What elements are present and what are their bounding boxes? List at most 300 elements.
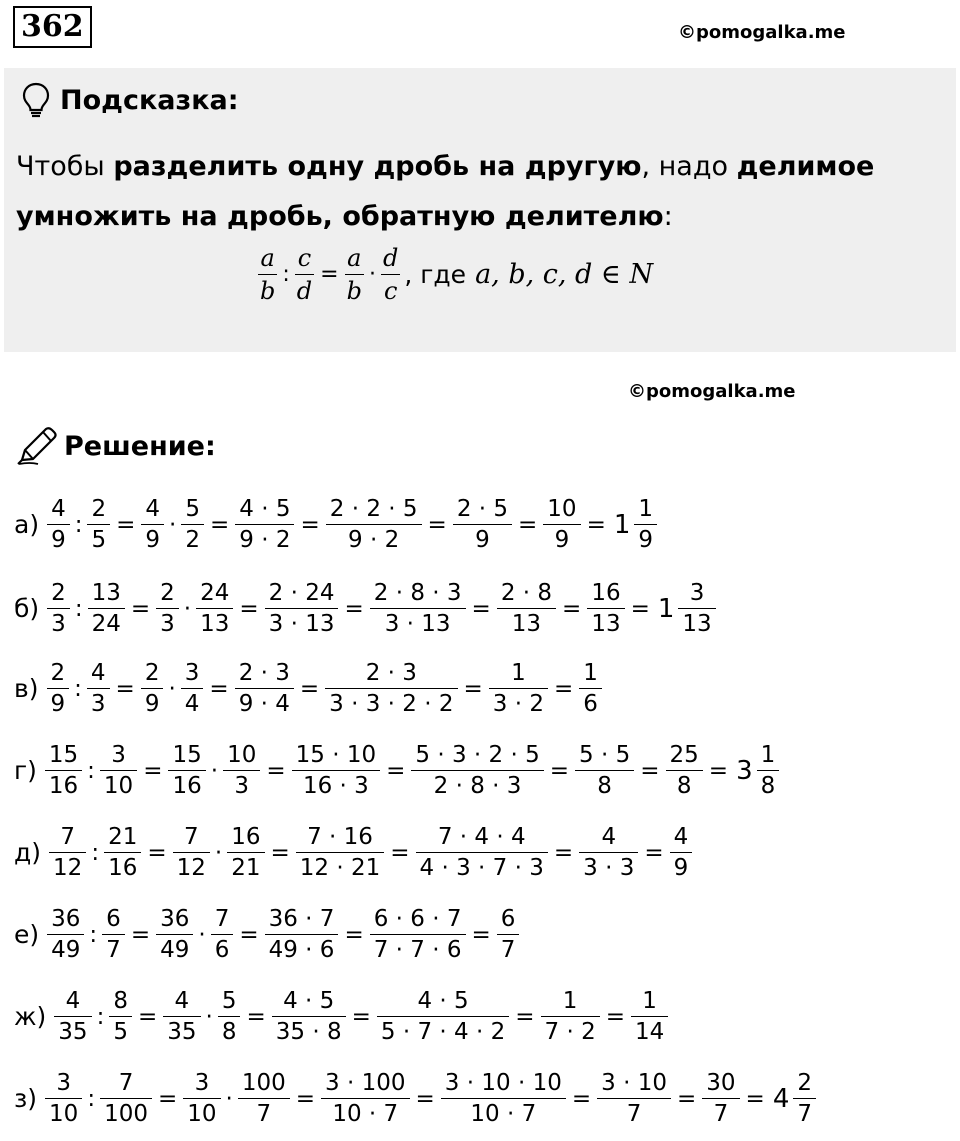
- fraction: [141, 496, 164, 553]
- operator: ·: [205, 1003, 213, 1030]
- fraction: [181, 660, 204, 717]
- fraction: [102, 906, 125, 963]
- denominator: 7: [597, 1098, 671, 1127]
- denominator: 9: [141, 524, 164, 553]
- denominator: 3 · 13: [265, 608, 339, 637]
- operator: =: [571, 1085, 592, 1112]
- fraction: [183, 1070, 220, 1127]
- fraction: [54, 988, 91, 1045]
- solution-row: [14, 742, 781, 799]
- fraction: [211, 906, 234, 963]
- operator: =: [344, 921, 364, 948]
- operator: :: [282, 262, 290, 287]
- denominator: 9: [141, 688, 164, 717]
- operator: =: [246, 1003, 266, 1030]
- task-number: 362: [13, 6, 92, 48]
- denominator: 9 · 2: [326, 524, 422, 553]
- numerator: 4: [601, 824, 617, 850]
- denominator: c: [381, 274, 400, 305]
- hint-formula-suffix: , где: [404, 260, 467, 289]
- numerator: 4: [174, 988, 190, 1014]
- denominator: 49: [156, 934, 193, 963]
- fraction: [100, 1070, 152, 1127]
- denominator: 8: [575, 770, 634, 799]
- operator: ·: [183, 595, 192, 622]
- operator: :: [91, 839, 100, 866]
- fraction: [87, 660, 110, 717]
- numerator: 4: [90, 660, 106, 686]
- fraction: [497, 580, 556, 637]
- fraction: [325, 660, 457, 717]
- hint-text-segment: :: [663, 201, 673, 232]
- numerator: c: [297, 244, 312, 272]
- numerator: 8: [113, 988, 128, 1014]
- numerator: 7 · 16: [307, 824, 373, 850]
- operator: =: [143, 757, 163, 784]
- operator: =: [157, 1085, 178, 1112]
- fraction: [163, 988, 200, 1045]
- operator: =: [386, 757, 406, 784]
- operator: ·: [225, 1085, 233, 1112]
- numerator: 15 · 10: [295, 742, 377, 768]
- denominator: 13: [497, 608, 556, 637]
- operator: =: [644, 839, 664, 866]
- operator: =: [116, 511, 136, 538]
- fraction: [702, 1070, 739, 1127]
- fraction: [377, 988, 509, 1045]
- numerator: 2 · 8: [500, 580, 553, 606]
- fraction: [411, 742, 543, 799]
- fraction: [156, 906, 193, 963]
- operator: ·: [368, 262, 376, 287]
- numerator: 7: [183, 824, 199, 850]
- fraction: [321, 1070, 409, 1127]
- numerator: 3 · 10 · 10: [444, 1070, 562, 1096]
- denominator: 9 · 4: [235, 688, 294, 717]
- denominator: b: [258, 274, 277, 305]
- operator: =: [299, 675, 320, 702]
- operator: =: [351, 1003, 371, 1030]
- denominator: 7 · 2: [541, 1016, 600, 1045]
- numerator: 4: [145, 496, 161, 522]
- denominator: 2: [181, 524, 204, 553]
- fraction: [416, 824, 548, 881]
- denominator: 3 · 3 · 2 · 2: [325, 688, 457, 717]
- denominator: 100: [100, 1098, 152, 1127]
- numerator: d: [382, 244, 399, 272]
- operator: =: [390, 839, 410, 866]
- denominator: 49 · 6: [265, 934, 339, 963]
- numerator: a: [347, 244, 362, 272]
- solution-row: [14, 906, 521, 963]
- operator: =: [471, 921, 491, 948]
- fraction: [168, 742, 205, 799]
- fraction: [88, 580, 125, 637]
- operator: =: [300, 511, 320, 538]
- fraction: [235, 496, 294, 553]
- denominator: 7: [497, 934, 520, 963]
- denominator: 7 · 7 · 6: [370, 934, 466, 963]
- fraction: [579, 824, 638, 881]
- denominator: 35: [54, 1016, 91, 1045]
- numerator: 2: [50, 660, 66, 686]
- denominator: 6: [211, 934, 234, 963]
- denominator: 7: [238, 1098, 290, 1127]
- fraction: [218, 988, 241, 1045]
- fraction: [45, 1070, 82, 1127]
- numerator: 36: [51, 906, 81, 932]
- row-label: г): [14, 756, 37, 785]
- solution-row: [14, 580, 718, 637]
- fraction: [47, 580, 70, 637]
- operator: =: [471, 595, 491, 622]
- numerator: 16: [591, 580, 621, 606]
- fraction: [678, 580, 715, 637]
- operator: =: [553, 839, 574, 866]
- hint-text-segment: делимое умножить на дробь, обратную делителю: [16, 151, 875, 232]
- fraction: [156, 580, 179, 637]
- denominator: 3 · 3: [579, 852, 638, 881]
- fraction: [196, 580, 233, 637]
- fraction: [295, 244, 314, 305]
- denominator: 5 · 7 · 4 · 2: [377, 1016, 509, 1045]
- fraction: [597, 1070, 671, 1127]
- fraction: [631, 988, 668, 1045]
- numerator: 2 · 3: [238, 660, 290, 686]
- operator: :: [96, 1003, 105, 1030]
- fraction: [670, 824, 693, 881]
- denominator: 3: [47, 608, 70, 637]
- operator: =: [115, 675, 135, 702]
- denominator: 7: [702, 1098, 739, 1127]
- numerator: 3 · 10: [601, 1070, 667, 1096]
- operator: ·: [168, 675, 176, 702]
- hint-text-segment: , надо: [641, 151, 737, 182]
- operator: =: [295, 1085, 316, 1112]
- fraction: [587, 580, 624, 637]
- numerator: 100: [241, 1070, 286, 1096]
- denominator: 21: [227, 852, 264, 881]
- numerator: 4 · 5: [283, 988, 335, 1014]
- hint-box: [4, 68, 956, 352]
- denominator: 3 · 13: [370, 608, 466, 637]
- fraction: [173, 824, 210, 881]
- denominator: 12: [49, 852, 86, 881]
- numerator: 36: [160, 906, 190, 932]
- operator: :: [74, 511, 83, 538]
- denominator: 9: [47, 524, 70, 553]
- hint-formula-main: [256, 244, 402, 305]
- fraction: [87, 496, 110, 553]
- denominator: 9: [543, 524, 580, 553]
- hint-formula-vars: a, b, c, d ∈ N: [475, 259, 654, 290]
- operator: =: [605, 1003, 625, 1030]
- fraction: [543, 496, 580, 553]
- operator: =: [239, 595, 259, 622]
- numerator: 16: [231, 824, 261, 850]
- row-label: д): [14, 838, 42, 867]
- fraction: [666, 742, 703, 799]
- denominator: 14: [631, 1016, 668, 1045]
- pencil-icon: [16, 426, 58, 466]
- solution-row: [14, 824, 694, 881]
- fraction: [258, 244, 277, 305]
- fraction: [579, 660, 602, 717]
- fraction: [49, 824, 86, 881]
- fraction: [453, 496, 512, 553]
- solution-row: [14, 988, 670, 1045]
- fraction: [345, 244, 364, 305]
- numerator: 1: [760, 742, 776, 768]
- fraction: [292, 742, 380, 799]
- hint-formula: [256, 244, 653, 305]
- denominator: 10: [45, 1098, 82, 1127]
- operator: =: [549, 757, 570, 784]
- row-label: е): [14, 920, 40, 949]
- denominator: 10: [100, 770, 137, 799]
- fraction: [104, 824, 141, 881]
- whole-part: 1: [613, 509, 631, 540]
- denominator: 3: [156, 608, 179, 637]
- numerator: 4 · 5: [417, 988, 469, 1014]
- operator: =: [209, 675, 229, 702]
- operator: ·: [210, 757, 219, 784]
- numerator: 3: [56, 1070, 71, 1096]
- denominator: 35 · 8: [272, 1016, 346, 1045]
- numerator: 15: [48, 742, 79, 768]
- denominator: 16: [168, 770, 205, 799]
- operator: ·: [198, 921, 206, 948]
- numerator: 7: [118, 1070, 134, 1096]
- operator: =: [239, 921, 259, 948]
- fraction: [575, 742, 634, 799]
- row-label: ж): [14, 1002, 47, 1031]
- denominator: 4: [181, 688, 204, 717]
- numerator: 1: [642, 988, 657, 1014]
- fraction: [109, 988, 132, 1045]
- lightbulb-icon: [22, 82, 50, 118]
- hint-text: [16, 142, 946, 242]
- denominator: 7: [102, 934, 125, 963]
- numerator: 2 · 2 · 5: [329, 496, 418, 522]
- denominator: 2 · 8 · 3: [411, 770, 543, 799]
- numerator: 1: [638, 496, 654, 522]
- operator: :: [89, 921, 98, 948]
- numerator: 2: [797, 1070, 812, 1096]
- numerator: 7 · 4 · 4: [437, 824, 526, 850]
- numerator: 7: [60, 824, 75, 850]
- numerator: 13: [91, 580, 121, 606]
- denominator: 49: [47, 934, 84, 963]
- operator: =: [147, 839, 167, 866]
- fraction: [141, 660, 164, 717]
- numerator: 36 · 7: [268, 906, 335, 932]
- fraction: [47, 906, 84, 963]
- numerator: 2: [160, 580, 175, 606]
- denominator: 3: [223, 770, 260, 799]
- numerator: a: [260, 244, 275, 272]
- row-label: в): [14, 674, 39, 703]
- operator: =: [463, 675, 483, 702]
- denominator: 6: [579, 688, 602, 717]
- denominator: 7: [793, 1098, 816, 1127]
- numerator: 2 · 8 · 3: [373, 580, 462, 606]
- fraction: [47, 496, 70, 553]
- numerator: 5 · 5: [579, 742, 631, 768]
- denominator: 35: [163, 1016, 200, 1045]
- denominator: 9: [634, 524, 657, 553]
- fraction: [326, 496, 422, 553]
- operator: =: [137, 1003, 158, 1030]
- numerator: 6: [500, 906, 516, 932]
- numerator: 24: [200, 580, 230, 606]
- denominator: 4 · 3 · 7 · 3: [416, 852, 548, 881]
- operator: =: [745, 1085, 765, 1112]
- numerator: 2: [91, 496, 107, 522]
- denominator: 13: [587, 608, 624, 637]
- operator: =: [708, 757, 729, 784]
- numerator: 1: [562, 988, 578, 1014]
- fraction: [381, 244, 400, 305]
- solution-row: [14, 660, 604, 717]
- operator: =: [562, 595, 582, 622]
- hint-title: Подсказка:: [60, 84, 239, 116]
- operator: =: [344, 595, 364, 622]
- numerator: 21: [108, 824, 138, 850]
- numerator: 7: [214, 906, 230, 932]
- numerator: 5: [221, 988, 237, 1014]
- row-label: а): [14, 510, 40, 539]
- operator: =: [586, 511, 606, 538]
- solution-header: [16, 426, 216, 466]
- numerator: 3: [184, 660, 200, 686]
- solution-title: Решение:: [64, 430, 216, 462]
- denominator: 16 · 3: [292, 770, 380, 799]
- fraction: [634, 496, 657, 553]
- operator: =: [130, 595, 151, 622]
- denominator: 10 · 7: [441, 1098, 566, 1127]
- fraction: [181, 496, 204, 553]
- denominator: d: [295, 274, 314, 305]
- denominator: 12 · 21: [296, 852, 384, 881]
- denominator: 16: [104, 852, 141, 881]
- operator: =: [640, 757, 660, 784]
- fraction: [265, 906, 339, 963]
- numerator: 5 · 3 · 2 · 5: [415, 742, 540, 768]
- denominator: 9: [47, 688, 70, 717]
- fraction: [441, 1070, 566, 1127]
- numerator: 6 · 6 · 7: [373, 906, 462, 932]
- denominator: 13: [678, 608, 715, 637]
- fraction: [793, 1070, 816, 1127]
- numerator: 6: [106, 906, 121, 932]
- denominator: 5: [109, 1016, 132, 1045]
- denominator: 8: [218, 1016, 241, 1045]
- hint-text-segment: Чтобы: [16, 151, 114, 182]
- fraction: [489, 660, 548, 717]
- fraction: [45, 742, 82, 799]
- denominator: 10 · 7: [321, 1098, 409, 1127]
- denominator: 9: [670, 852, 693, 881]
- denominator: 3: [87, 688, 110, 717]
- fraction: [296, 824, 384, 881]
- numerator: 4: [51, 496, 66, 522]
- numerator: 25: [669, 742, 699, 768]
- hint-header: [22, 82, 239, 118]
- operator: =: [320, 262, 339, 287]
- operator: =: [630, 595, 650, 622]
- operator: :: [74, 595, 83, 622]
- numerator: 5: [185, 496, 200, 522]
- operator: =: [515, 1003, 535, 1030]
- denominator: 8: [666, 770, 703, 799]
- fraction: [265, 580, 339, 637]
- numerator: 2 · 3: [365, 660, 417, 686]
- numerator: 4: [673, 824, 689, 850]
- fraction: [227, 824, 264, 881]
- numerator: 1: [511, 660, 526, 686]
- fraction: [100, 742, 137, 799]
- denominator: 16: [45, 770, 82, 799]
- numerator: 10: [227, 742, 257, 768]
- operator: =: [130, 921, 151, 948]
- denominator: 3 · 2: [489, 688, 548, 717]
- whole-part: 4: [772, 1083, 790, 1114]
- whole-part: 3: [736, 755, 753, 786]
- numerator: 2: [144, 660, 160, 686]
- fraction: [541, 988, 600, 1045]
- denominator: 9: [453, 524, 512, 553]
- row-label: б): [14, 594, 40, 623]
- operator: =: [415, 1085, 435, 1112]
- denominator: 10: [183, 1098, 220, 1127]
- numerator: 2 · 5: [456, 496, 509, 522]
- operator: =: [554, 675, 574, 702]
- operator: :: [87, 757, 95, 784]
- watermark-top: ©pomogalka.me: [678, 22, 846, 43]
- operator: ·: [169, 511, 177, 538]
- operator: =: [427, 511, 447, 538]
- numerator: 10: [547, 496, 577, 522]
- operator: =: [270, 839, 290, 866]
- denominator: b: [345, 274, 364, 305]
- fraction: [757, 742, 780, 799]
- numerator: 4 · 5: [239, 496, 291, 522]
- operator: =: [518, 511, 538, 538]
- operator: =: [266, 757, 286, 784]
- numerator: 1: [583, 660, 598, 686]
- fraction: [272, 988, 346, 1045]
- whole-part: 1: [657, 593, 675, 624]
- denominator: 9 · 2: [235, 524, 294, 553]
- fraction: [235, 660, 294, 717]
- operator: =: [209, 511, 230, 538]
- fraction: [223, 742, 260, 799]
- denominator: 24: [88, 608, 125, 637]
- operator: :: [74, 675, 82, 702]
- operator: =: [676, 1085, 697, 1112]
- numerator: 15: [172, 742, 202, 768]
- numerator: 3 · 100: [325, 1070, 406, 1096]
- numerator: 3: [194, 1070, 210, 1096]
- solution-row: [14, 496, 659, 553]
- numerator: 2: [51, 580, 66, 606]
- denominator: 8: [757, 770, 780, 799]
- fraction: [47, 660, 70, 717]
- fraction: [497, 906, 520, 963]
- hint-text-segment: разделить одну дробь на другую: [113, 151, 642, 182]
- denominator: 13: [196, 608, 233, 637]
